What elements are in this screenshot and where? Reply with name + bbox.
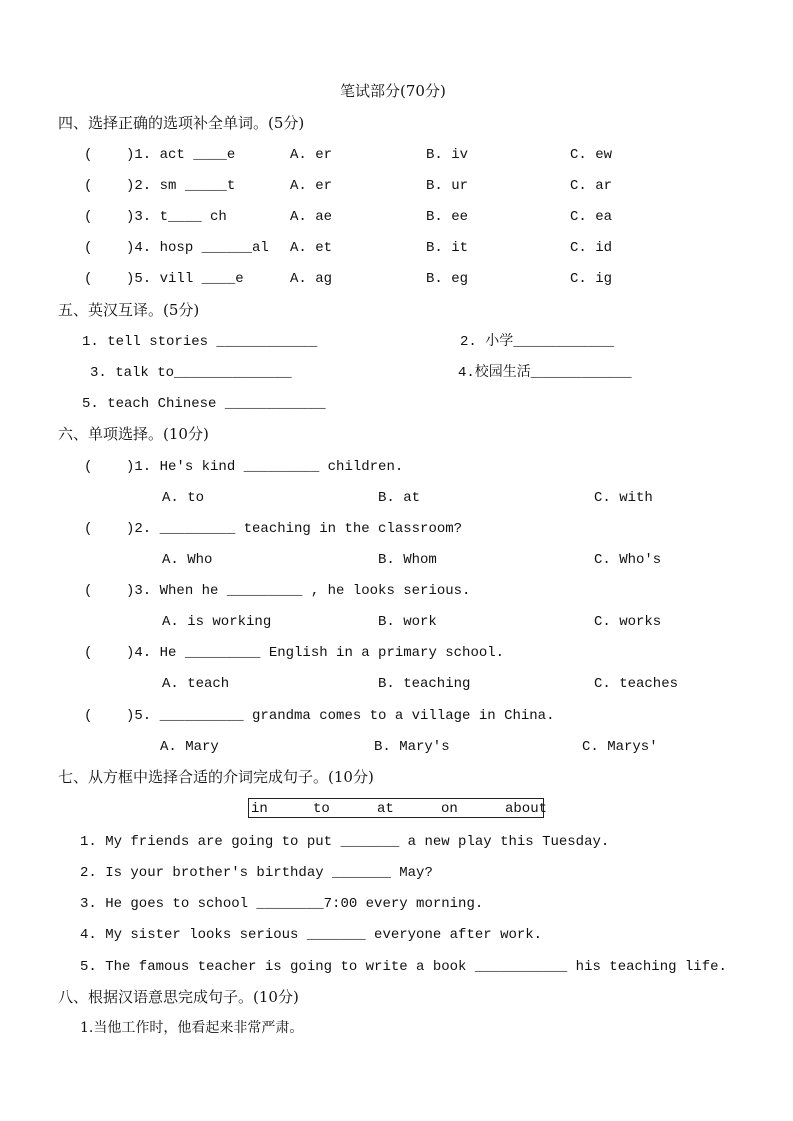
s6-q3-option-a: A. is working <box>162 614 272 630</box>
s8-item1: 1.当他工作时，他看起来非常严肃。 <box>80 1020 304 1036</box>
s4-q4-option-b: B. it <box>426 240 469 256</box>
section7-heading: 七、从方框中选择合适的介词完成句子。(10分) <box>58 768 374 786</box>
s7-item1: 1. My friends are going to put _______ a new play this Tuesday. <box>80 834 610 850</box>
s4-q4-option-a: A. et <box>290 240 333 256</box>
s6-q5-option-c: C. Marys' <box>582 739 658 755</box>
s7-item4: 4. My sister looks serious _______ everyone after work. <box>80 927 543 943</box>
s4-q3-option-a: A. ae <box>290 209 333 225</box>
s5-item4: 4.校园生活____________ <box>458 365 632 381</box>
s7-item2: 2. Is your brother's birthday _______ May? <box>80 865 433 881</box>
s4-q5-option-a: A. ag <box>290 271 333 287</box>
s6-q1-option-c: C. with <box>594 490 653 506</box>
s4-q2-option-b: B. ur <box>426 178 469 194</box>
s6-q4-option-c: C. teaches <box>594 676 679 692</box>
s6-q1: ( )1. He's kind _________ children. <box>84 459 404 475</box>
s6-q2-option-c: C. Who's <box>594 552 662 568</box>
s6-q3-option-b: B. work <box>378 614 437 630</box>
s4-q1-option-a: A. er <box>290 147 333 163</box>
s6-q2: ( )2. _________ teaching in the classroom? <box>84 521 463 537</box>
s6-q2-option-a: A. Who <box>162 552 213 568</box>
s4-q4: ( )4. hosp ______al <box>84 240 269 256</box>
s4-q2-option-a: A. er <box>290 178 333 194</box>
s6-q1-option-b: B. at <box>378 490 421 506</box>
word-box-word: in <box>251 801 268 817</box>
s6-q2-option-b: B. Whom <box>378 552 437 568</box>
s4-q3-option-b: B. ee <box>426 209 469 225</box>
s6-q5-option-a: A. Mary <box>160 739 219 755</box>
s5-item2: 2. 小学____________ <box>460 334 615 350</box>
s6-q3: ( )3. When he _________ , he looks serious. <box>84 583 471 599</box>
s4-q1-option-b: B. iv <box>426 147 469 163</box>
word-box-word: about <box>505 801 548 817</box>
word-box-word: at <box>377 801 394 817</box>
s7-item3: 3. He goes to school ________7:00 every morning. <box>80 896 484 912</box>
s4-q5: ( )5. vill ____e <box>84 271 244 287</box>
s6-q4: ( )4. He _________ English in a primary school. <box>84 645 505 661</box>
s6-q5: ( )5. __________ grandma comes to a village in China. <box>84 708 555 724</box>
word-box <box>248 798 548 818</box>
s4-q4-option-c: C. id <box>570 240 613 256</box>
section6-heading: 六、单项选择。(10分) <box>58 425 209 443</box>
s4-q2-option-c: C. ar <box>570 178 613 194</box>
s6-q5-option-b: B. Mary's <box>374 739 450 755</box>
section8-heading: 八、根据汉语意思完成句子。(10分) <box>58 988 299 1006</box>
s6-q1-option-a: A. to <box>162 490 205 506</box>
s4-q2: ( )2. sm _____t <box>84 178 236 194</box>
s5-item1: 1. tell stories ____________ <box>82 334 318 350</box>
word-box-word: on <box>441 801 458 817</box>
s4-q5-option-b: B. eg <box>426 271 469 287</box>
section5-heading: 五、英汉互译。(5分) <box>58 301 200 319</box>
s4-q3-option-c: C. ea <box>570 209 613 225</box>
s5-item3: 3. talk to______________ <box>90 365 292 381</box>
s6-q4-option-b: B. teaching <box>378 676 471 692</box>
s6-q4-option-a: A. teach <box>162 676 230 692</box>
s6-q3-option-c: C. works <box>594 614 662 630</box>
section4-heading: 四、选择正确的选项补全单词。(5分) <box>58 114 305 132</box>
s4-q5-option-c: C. ig <box>570 271 613 287</box>
s4-q1: ( )1. act ____e <box>84 147 236 163</box>
s7-item5: 5. The famous teacher is going to write a book ___________ his teaching life. <box>80 959 727 975</box>
s4-q1-option-c: C. ew <box>570 147 613 163</box>
s5-item5: 5. teach Chinese ____________ <box>82 396 326 412</box>
word-box-word: to <box>313 801 330 817</box>
s4-q3: ( )3. t____ ch <box>84 209 227 225</box>
page-title: 笔试部分(70分) <box>340 82 446 100</box>
